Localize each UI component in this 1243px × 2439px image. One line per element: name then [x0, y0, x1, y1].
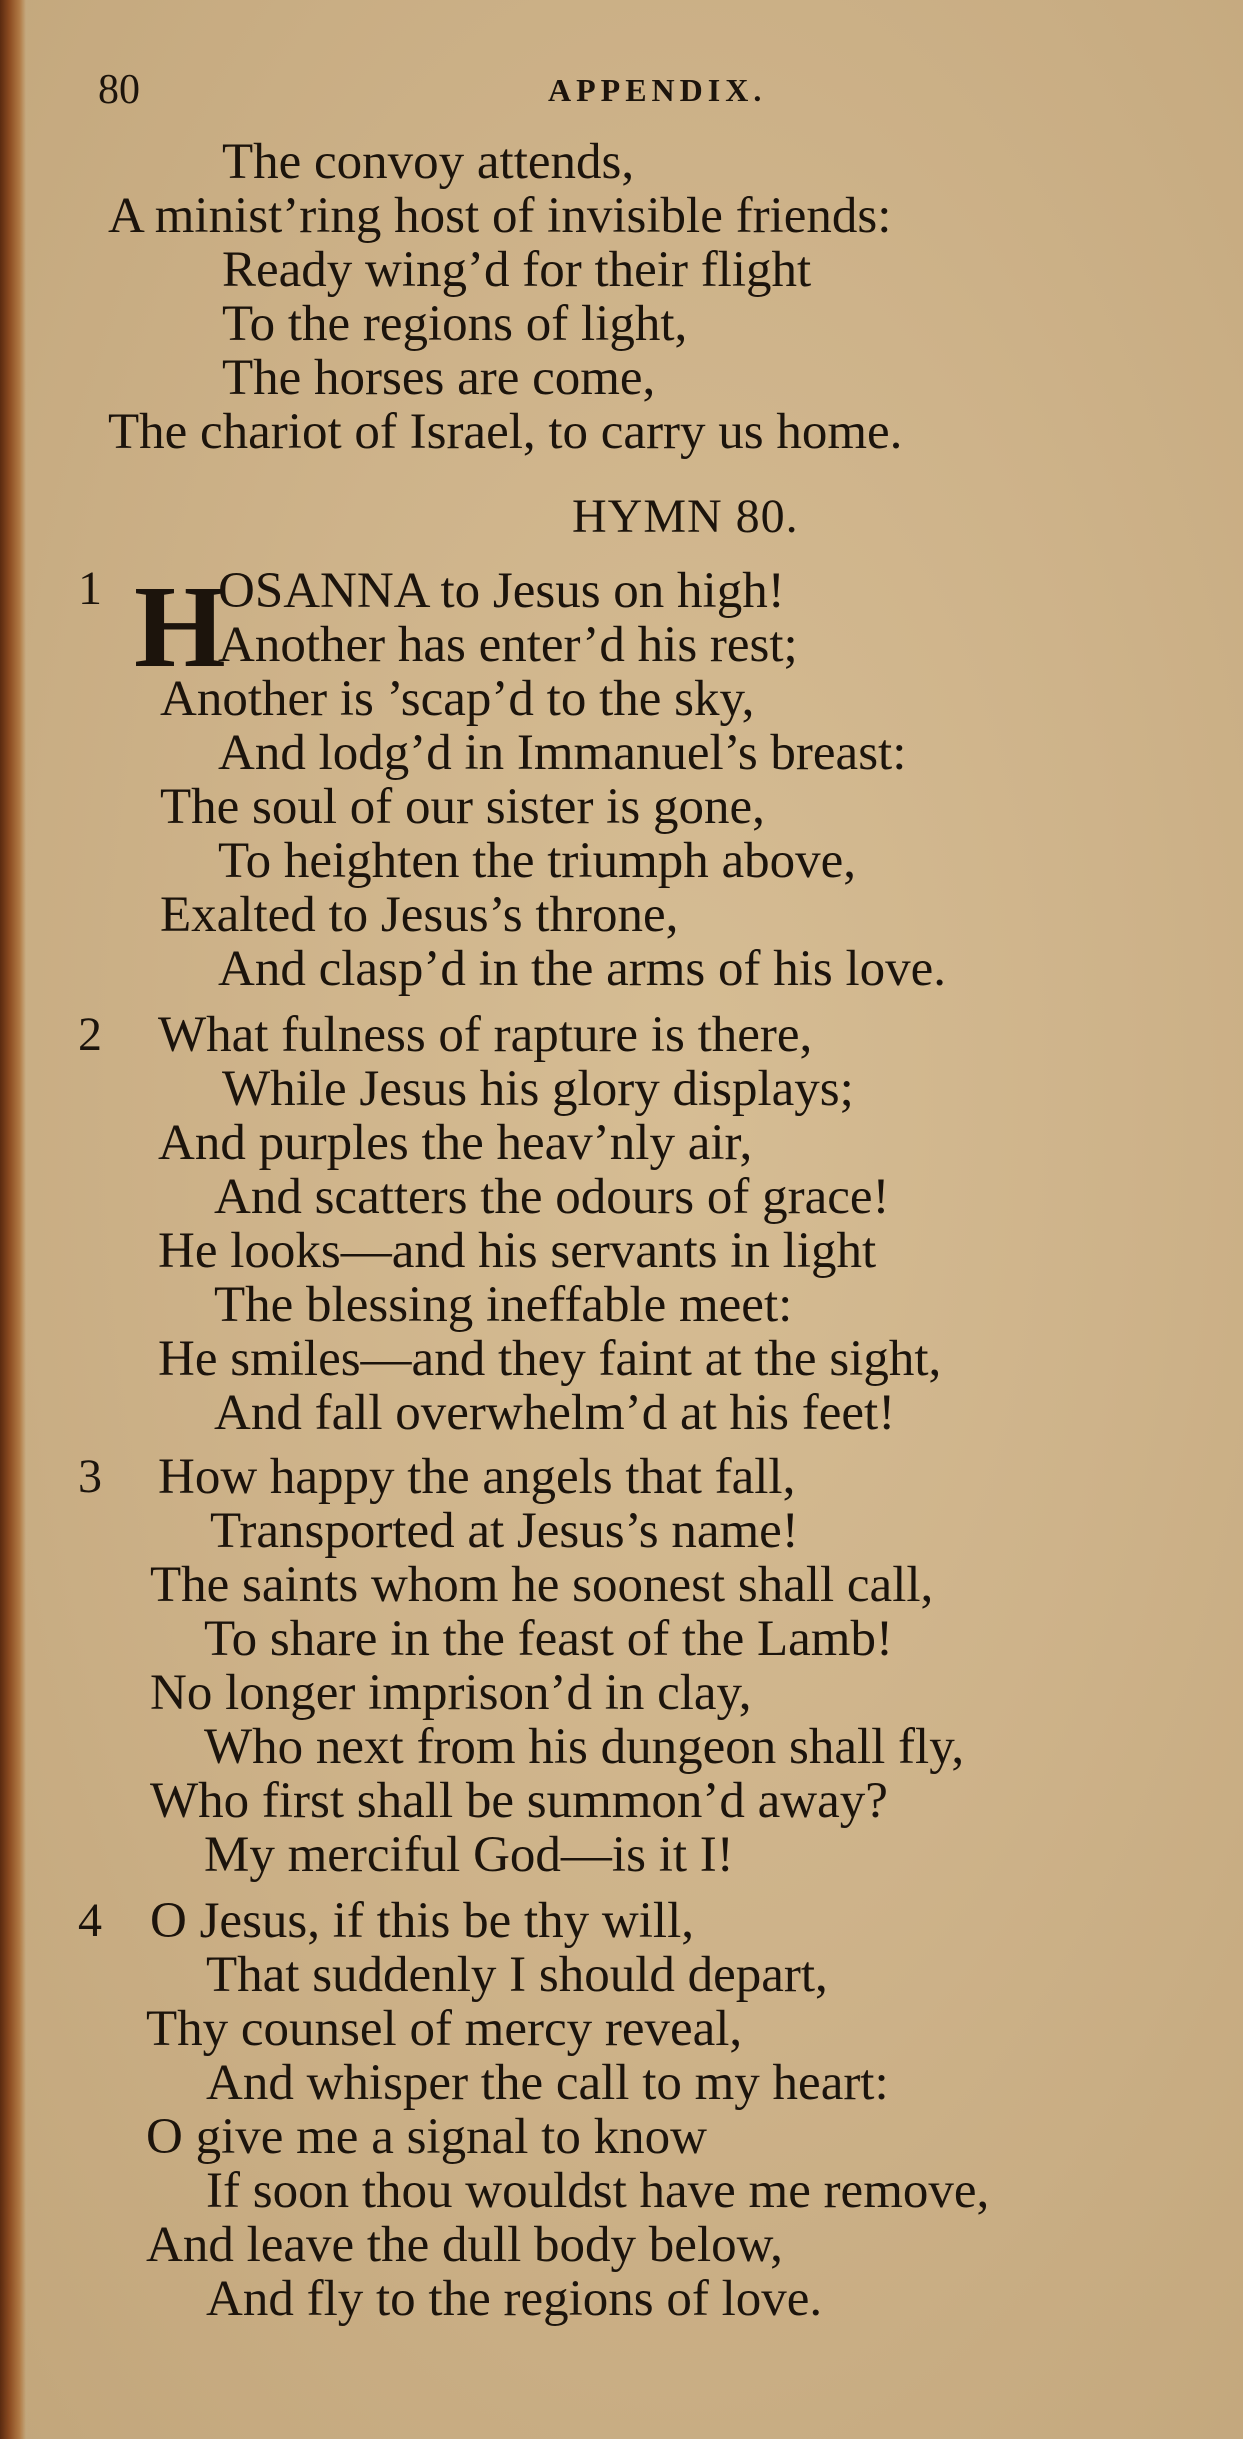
stanza-line: What fulness of rapture is there, — [158, 1007, 813, 1063]
stanza-line: O Jesus, if this be thy will, — [150, 1893, 694, 1949]
stanza-line: My merciful God—is it I! — [204, 1827, 734, 1883]
stanza-line: O give me a signal to know — [146, 2109, 707, 2165]
intro-line: To the regions of light, — [222, 296, 688, 352]
stanza-line: And fall overwhelm’d at his feet! — [214, 1385, 896, 1441]
running-head: APPENDIX. — [548, 72, 767, 108]
stanza-line: Exalted to Jesus’s throne, — [160, 887, 679, 943]
hymn-title: HYMN 80. — [572, 490, 799, 543]
stanza-line: The saints whom he soonest shall call, — [150, 1557, 934, 1613]
stanza-line: OSANNA to Jesus on high! — [218, 563, 785, 619]
drop-cap: H — [134, 561, 226, 692]
intro-line: The horses are come, — [222, 350, 656, 406]
stanza-line: To heighten the triumph above, — [218, 833, 857, 889]
intro-line: A minist’ring host of invisible friends: — [108, 188, 892, 244]
stanza-line: No longer imprison’d in clay, — [150, 1665, 752, 1721]
stanza-line: Transported at Jesus’s name! — [210, 1503, 799, 1559]
stanza-line: And leave the dull body below, — [146, 2217, 783, 2273]
stanza-number: 3 — [78, 1450, 102, 1503]
stanza-line: And lodg’d in Immanuel’s breast: — [218, 725, 907, 781]
stanza-line: He looks—and his servants in light — [158, 1223, 877, 1279]
intro-line: Ready wing’d for their flight — [222, 242, 812, 298]
stanza-line: And fly to the regions of love. — [206, 2271, 823, 2327]
stanza-line: That suddenly I should depart, — [206, 1947, 828, 2003]
intro-line: The convoy attends, — [222, 134, 635, 190]
stanza-line: And clasp’d in the arms of his love. — [218, 941, 947, 997]
stanza-number: 4 — [78, 1894, 102, 1947]
stanza-line: And whisper the call to my heart: — [206, 2055, 889, 2111]
stanza-line: And purples the heav’nly air, — [158, 1115, 753, 1171]
stanza-line: Another has enter’d his rest; — [218, 617, 798, 673]
intro-line: The chariot of Israel, to carry us home. — [108, 404, 903, 460]
stanza-line: The blessing ineffable meet: — [214, 1277, 793, 1333]
page-number: 80 — [98, 67, 140, 113]
book-binding-edge — [0, 0, 26, 2439]
stanza-line: And scatters the odours of grace! — [214, 1169, 890, 1225]
stanza-line: To share in the feast of the Lamb! — [204, 1611, 893, 1667]
stanza-line: While Jesus his glory displays; — [222, 1061, 854, 1117]
stanza-line: Who next from his dungeon shall fly, — [204, 1719, 965, 1775]
stanza-line: How happy the angels that fall, — [158, 1449, 796, 1505]
stanza-number: 1 — [78, 562, 102, 615]
stanza-line: If soon thou wouldst have me remove, — [206, 2163, 990, 2219]
stanza-line: Thy counsel of mercy reveal, — [146, 2001, 743, 2057]
stanza-line: Who first shall be summon’d away? — [150, 1773, 888, 1829]
stanza-line: The soul of our sister is gone, — [160, 779, 765, 835]
stanza-line: Another is ’scap’d to the sky, — [160, 671, 755, 727]
stanza-line: He smiles—and they faint at the sight, — [158, 1331, 942, 1387]
stanza-number: 2 — [78, 1008, 102, 1061]
